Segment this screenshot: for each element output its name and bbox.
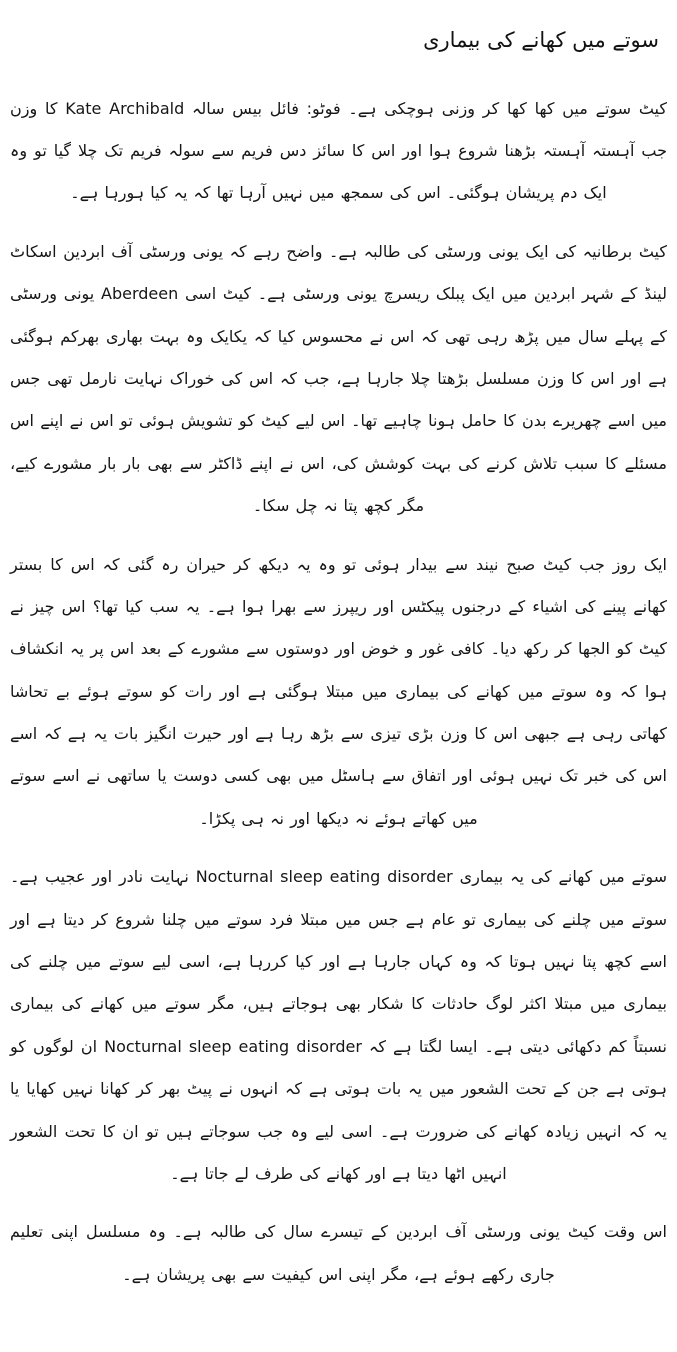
article-paragraph-conclusion: اس وقت کیٹ یونی ورسٹی آف ابردین کے تیسرے سال کی طالبہ ہے۔ وہ مسلسل اپنی تعلیم جاری رکھے ہوئے ہے، مگر اپنی اس کیفیت سے بھی پریشان ہے۔ <box>10 1222 667 1284</box>
article-paragraph-intro: کیٹ سوتے میں کھا کھا کر وزنی ہوچکی ہے۔ فوٹو: فائل بیس سالہ Kate Archibald کا وزن جب آہستہ آہستہ بڑھنا شروع ہوا اور اس کا سائز دس فریم سے سولہ فریم تک چلا گیا تو وہ ایک دم پریشان ہوگئی۔ اس کی سمجھ میں نہیں آرہا تھا کہ یہ کیا ہورہا ہے۔ <box>10 98 667 203</box>
article-paragraph-discovery: ایک روز جب کیٹ صبح نیند سے بیدار ہوئی تو وہ یہ دیکھ کر حیران رہ گئی کہ اس کا بستر کھانے پینے کی اشیاء کے درجنوں پیکٹس اور ریپرز سے بھرا ہوا ہے۔ یہ سب کیا تھا؟ اس چیز نے کیٹ کو الجھا کر رکھ دیا۔ کافی غور و خوض اور دوستوں سے مشورے کے بعد اس پر یہ انکشاف ہوا کہ وہ سوتے میں کھانے کی بیماری میں مبتلا ہوگئی ہے اور رات کو سوتے ہوئے بے تحاشا کھاتی رہی ہے جبھی اس کا وزن بڑی تیزی سے بڑھ رہا ہے اور حیرت انگیز بات یہ ہے کہ اسے اس کی خبر تک نہیں ہوئی اور اتفاق سے ہاسٹل میں بھی کسی دوست یا ساتھی نے اسے سوتے میں کھاتے ہوئے نہ دیکھا اور نہ ہی پکڑا۔ <box>10 554 667 828</box>
article-title: سوتے میں کھانے کی بیماری <box>423 28 659 52</box>
article-paragraph-university-background: کیٹ برطانیہ کی ایک یونی ورسٹی کی طالبہ ہے۔ واضح رہے کہ یونی ورسٹی آف ابردین اسکاٹ لینڈ کے شہر ابردین میں ایک پبلک ریسرچ یونی ورسٹی ہے۔ کیٹ اسی Aberdeen یونی ورسٹی کے پہلے سال میں پڑھ رہی تھی کہ اس نے محسوس کیا کہ یکایک وہ بہت بھاری بھرکم ہوگئی ہے اور اس کا وزن مسلسل بڑھتا چلا جارہا ہے، جب کہ اس کی خوراک نہایت نارمل تھی جس میں اسے چھریرے بدن کا حامل ہونا چاہیے تھا۔ اس لیے کیٹ کو تشویش ہوئی تو اس نے اپنے اس مسئلے کا سبب تلاش کرنے کی بہت کوشش کی، اس نے اپنے ڈاکٹر سے بھی بار بار مشورے کیے، مگر کچھ پتا نہ چل سکا۔ <box>10 241 668 516</box>
article-paragraph-disorder-explanation: سوتے میں کھانے کی یہ بیماری Nocturnal sleep eating disorder نہایت نادر اور عجیب ہے۔ سوتے میں چلنے کی بیماری تو عام ہے جس میں مبتلا فرد سوتے میں چلنا شروع کر دیتا ہے اور اسے کچھ پتا نہیں ہوتا کہ وہ کہاں جارہا ہے اور کیا کررہا ہے، اسی لیے سوتے میں چلنے کی بیماری میں مبتلا اکثر لوگ حادثات کا شکار بھی ہوجاتے ہیں، مگر سوتے میں کھانے کی بیماری نسبتاً کم دکھائی دیتی ہے۔ ایسا لگتا ہے کہ Nocturnal sleep eating disorder ان لوگوں کو ہوتی ہے جن کے تحت الشعور میں یہ بات ہوتی ہے کہ انہوں نے پیٹ بھر کر کھانا نہیں کھایا یا یہ کہ انہیں زیادہ کھانے کی ضرورت ہے۔ اسی لیے وہ جب سوجاتے ہیں تو ان کا تحت الشعور انہیں اٹھا دیتا ہے اور کھانے کی طرف لے جاتا ہے۔ <box>10 867 668 1183</box>
